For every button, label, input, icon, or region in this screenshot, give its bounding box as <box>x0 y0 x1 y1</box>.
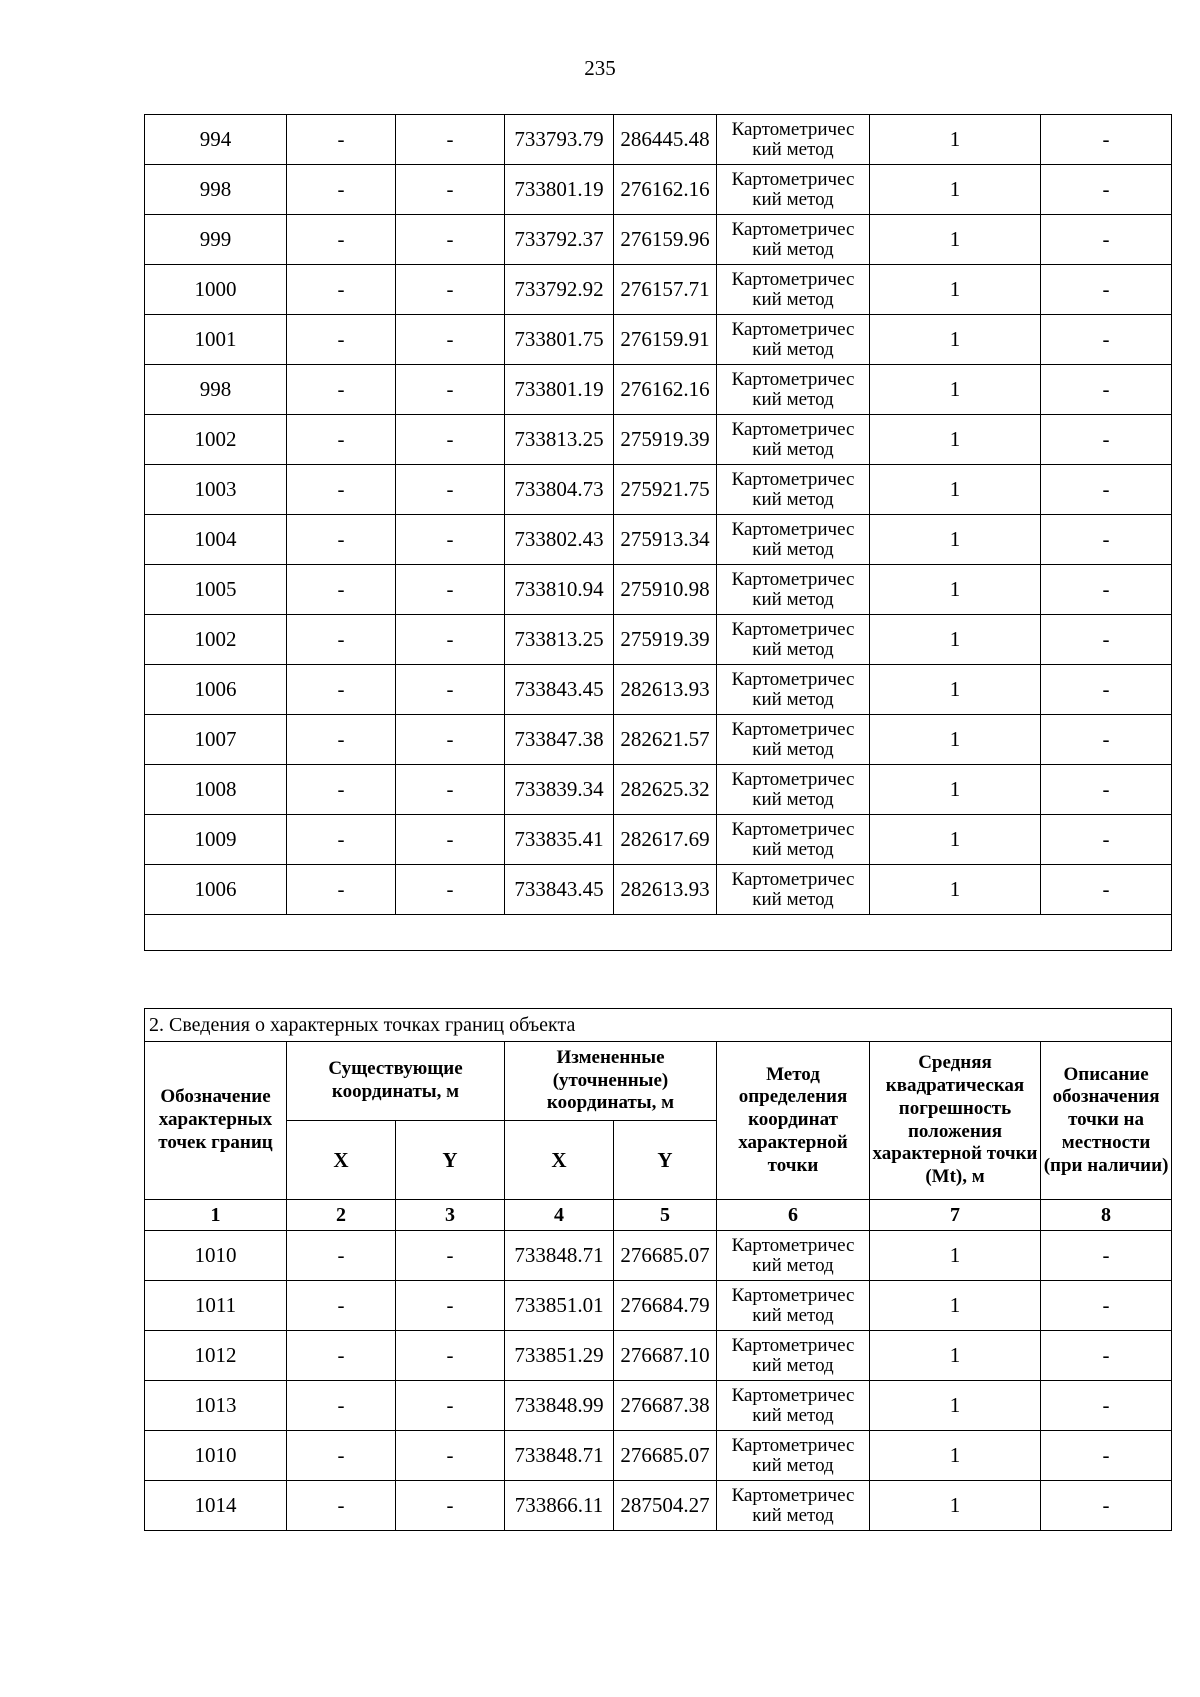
changed-y: 282617.69 <box>614 815 717 865</box>
mean-error: 1 <box>870 215 1041 265</box>
method-line-2: кий метод <box>752 338 834 360</box>
column-number: 8 <box>1041 1200 1172 1231</box>
existing-y: - <box>396 615 505 665</box>
existing-x: - <box>287 115 396 165</box>
changed-y: 282613.93 <box>614 865 717 915</box>
point-number: 1011 <box>145 1281 287 1331</box>
method <box>717 365 870 415</box>
header-changed-x: X <box>505 1121 614 1200</box>
method-line-2: кий метод <box>752 688 834 710</box>
method-line-2: кий метод <box>752 1404 834 1426</box>
method-line-1: Картометричес <box>731 568 855 590</box>
existing-x: - <box>287 815 396 865</box>
point-description: - <box>1041 265 1172 315</box>
method <box>717 115 870 165</box>
column-number: 5 <box>614 1200 717 1231</box>
existing-y: - <box>396 215 505 265</box>
method-line-2: кий метод <box>752 138 834 160</box>
method <box>717 715 870 765</box>
method-line-2: кий метод <box>752 588 834 610</box>
table-row <box>145 1281 1172 1331</box>
changed-x: 733848.71 <box>505 1431 614 1481</box>
table-row <box>145 265 1172 315</box>
existing-y: - <box>396 1431 505 1481</box>
method-line-1: Картометричес <box>731 268 855 290</box>
method-line-1: Картометричес <box>731 1334 855 1356</box>
method-line-1: Картометричес <box>731 118 855 140</box>
mean-error: 1 <box>870 715 1041 765</box>
method-line-1: Картометричес <box>731 168 855 190</box>
page-number: 235 <box>584 56 616 80</box>
table-row <box>145 315 1172 365</box>
method <box>717 415 870 465</box>
mean-error: 1 <box>870 465 1041 515</box>
existing-x: - <box>287 1231 396 1281</box>
method <box>717 465 870 515</box>
boundary-points-table-body <box>145 1231 1172 1531</box>
existing-x: - <box>287 615 396 665</box>
table-row <box>145 815 1172 865</box>
method-line-2: кий метод <box>752 488 834 510</box>
method-line-1: Картометричес <box>731 1284 855 1306</box>
mean-error: 1 <box>870 315 1041 365</box>
mean-error: 1 <box>870 1331 1041 1381</box>
method <box>717 565 870 615</box>
table-row <box>145 865 1172 915</box>
existing-y: - <box>396 665 505 715</box>
point-number: 1008 <box>145 765 287 815</box>
column-number: 1 <box>145 1200 287 1231</box>
existing-y: - <box>396 265 505 315</box>
changed-y: 276159.91 <box>614 315 717 365</box>
empty-cell <box>145 915 1172 951</box>
mean-error: 1 <box>870 665 1041 715</box>
method-line-1: Картометричес <box>731 1434 855 1456</box>
method-line-1: Картометричес <box>731 518 855 540</box>
changed-y: 276685.07 <box>614 1231 717 1281</box>
point-description: - <box>1041 815 1172 865</box>
column-number: 4 <box>505 1200 614 1231</box>
existing-y: - <box>396 165 505 215</box>
changed-y: 276162.16 <box>614 165 717 215</box>
table-row <box>145 415 1172 465</box>
existing-x: - <box>287 1281 396 1331</box>
changed-y: 276684.79 <box>614 1281 717 1331</box>
method-line-2: кий метод <box>752 538 834 560</box>
existing-x: - <box>287 1331 396 1381</box>
method <box>717 865 870 915</box>
mean-error: 1 <box>870 1431 1041 1481</box>
changed-y: 275919.39 <box>614 615 717 665</box>
point-description: - <box>1041 115 1172 165</box>
method-line-1: Картометричес <box>731 1384 855 1406</box>
existing-x: - <box>287 665 396 715</box>
method <box>717 665 870 715</box>
point-number: 1010 <box>145 1231 287 1281</box>
existing-y: - <box>396 1231 505 1281</box>
method <box>717 315 870 365</box>
changed-y: 282625.32 <box>614 765 717 815</box>
table-title: 2. Сведения о характерных точках границ объекта <box>145 1009 1172 1042</box>
changed-y: 276685.07 <box>614 1431 717 1481</box>
changed-y: 276687.38 <box>614 1381 717 1431</box>
existing-x: - <box>287 215 396 265</box>
table-row <box>145 615 1172 665</box>
changed-x: 733866.11 <box>505 1481 614 1531</box>
changed-x: 733804.73 <box>505 465 614 515</box>
method-line-1: Картометричес <box>731 768 855 790</box>
point-number: 1003 <box>145 465 287 515</box>
changed-x: 733802.43 <box>505 515 614 565</box>
mean-error: 1 <box>870 1281 1041 1331</box>
changed-x: 733792.37 <box>505 215 614 265</box>
point-description: - <box>1041 765 1172 815</box>
method-line-2: кий метод <box>752 188 834 210</box>
point-description: - <box>1041 1481 1172 1531</box>
changed-x: 733793.79 <box>505 115 614 165</box>
coordinates-table-continued <box>144 114 1172 951</box>
header-existing-x: X <box>287 1121 396 1200</box>
existing-y: - <box>396 815 505 865</box>
method-line-1: Картометричес <box>731 718 855 740</box>
method-line-2: кий метод <box>752 788 834 810</box>
method <box>717 765 870 815</box>
changed-y: 276687.10 <box>614 1331 717 1381</box>
changed-x: 733851.01 <box>505 1281 614 1331</box>
method-line-1: Картометричес <box>731 368 855 390</box>
mean-error: 1 <box>870 815 1041 865</box>
changed-y: 282613.93 <box>614 665 717 715</box>
method-line-1: Картометричес <box>731 818 855 840</box>
method-line-2: кий метод <box>752 1454 834 1476</box>
method-line-2: кий метод <box>752 1504 834 1526</box>
table-row <box>145 1231 1172 1281</box>
existing-x: - <box>287 1431 396 1481</box>
mean-error: 1 <box>870 365 1041 415</box>
method <box>717 215 870 265</box>
table-row <box>145 665 1172 715</box>
method-line-1: Картометричес <box>731 868 855 890</box>
point-number: 998 <box>145 365 287 415</box>
method <box>717 1481 870 1531</box>
method-line-2: кий метод <box>752 238 834 260</box>
method-line-2: кий метод <box>752 388 834 410</box>
point-number: 1007 <box>145 715 287 765</box>
method <box>717 165 870 215</box>
point-description: - <box>1041 365 1172 415</box>
changed-x: 733792.92 <box>505 265 614 315</box>
point-description: - <box>1041 1231 1172 1281</box>
existing-y: - <box>396 865 505 915</box>
changed-x: 733847.38 <box>505 715 614 765</box>
point-number: 1009 <box>145 815 287 865</box>
point-description: - <box>1041 665 1172 715</box>
table-row <box>145 565 1172 615</box>
method-line-2: кий метод <box>752 888 834 910</box>
point-number: 1006 <box>145 665 287 715</box>
existing-x: - <box>287 415 396 465</box>
method-line-1: Картометричес <box>731 318 855 340</box>
existing-x: - <box>287 515 396 565</box>
existing-y: - <box>396 1281 505 1331</box>
existing-x: - <box>287 1481 396 1531</box>
existing-x: - <box>287 465 396 515</box>
changed-y: 275919.39 <box>614 415 717 465</box>
changed-x: 733810.94 <box>505 565 614 615</box>
table-row <box>145 365 1172 415</box>
point-description: - <box>1041 165 1172 215</box>
table-row <box>145 1331 1172 1381</box>
table-row <box>145 215 1172 265</box>
changed-x: 733801.19 <box>505 365 614 415</box>
point-number: 999 <box>145 215 287 265</box>
point-number: 1002 <box>145 615 287 665</box>
column-number: 2 <box>287 1200 396 1231</box>
changed-x: 733835.41 <box>505 815 614 865</box>
changed-x: 733848.99 <box>505 1381 614 1431</box>
existing-x: - <box>287 715 396 765</box>
mean-error: 1 <box>870 615 1041 665</box>
method <box>717 265 870 315</box>
mean-error: 1 <box>870 1231 1041 1281</box>
column-number: 3 <box>396 1200 505 1231</box>
changed-y: 275921.75 <box>614 465 717 515</box>
changed-x: 733801.75 <box>505 315 614 365</box>
table-row <box>145 1431 1172 1481</box>
mean-error: 1 <box>870 1481 1041 1531</box>
existing-y: - <box>396 465 505 515</box>
method-line-1: Картометричес <box>731 1234 855 1256</box>
mean-error: 1 <box>870 415 1041 465</box>
existing-y: - <box>396 1331 505 1381</box>
point-description: - <box>1041 465 1172 515</box>
existing-x: - <box>287 365 396 415</box>
table-row <box>145 115 1172 165</box>
point-number: 1010 <box>145 1431 287 1481</box>
changed-y: 275910.98 <box>614 565 717 615</box>
method-line-1: Картометричес <box>731 468 855 490</box>
column-numbers-row <box>145 1200 1172 1231</box>
changed-x: 733813.25 <box>505 615 614 665</box>
header-method: Метод определения координат характерной точки <box>717 1042 870 1200</box>
header-changed-coordinates: Измененные (уточненные) координаты, м <box>505 1042 717 1121</box>
existing-y: - <box>396 315 505 365</box>
method-line-2: кий метод <box>752 738 834 760</box>
table-row <box>145 515 1172 565</box>
existing-x: - <box>287 315 396 365</box>
existing-y: - <box>396 715 505 765</box>
changed-y: 287504.27 <box>614 1481 717 1531</box>
coordinates-table-body <box>145 115 1172 951</box>
existing-y: - <box>396 1481 505 1531</box>
existing-y: - <box>396 365 505 415</box>
method <box>717 1231 870 1281</box>
table-row <box>145 765 1172 815</box>
point-description: - <box>1041 215 1172 265</box>
method <box>717 515 870 565</box>
point-description: - <box>1041 515 1172 565</box>
point-number: 1000 <box>145 265 287 315</box>
method-line-2: кий метод <box>752 838 834 860</box>
column-number: 7 <box>870 1200 1041 1231</box>
method-line-2: кий метод <box>752 1354 834 1376</box>
existing-y: - <box>396 765 505 815</box>
point-description: - <box>1041 1431 1172 1481</box>
point-number: 1004 <box>145 515 287 565</box>
point-number: 994 <box>145 115 287 165</box>
changed-x: 733843.45 <box>505 665 614 715</box>
method-line-1: Картометричес <box>731 618 855 640</box>
mean-error: 1 <box>870 515 1041 565</box>
mean-error: 1 <box>870 865 1041 915</box>
existing-y: - <box>396 415 505 465</box>
changed-x: 733813.25 <box>505 415 614 465</box>
mean-error: 1 <box>870 765 1041 815</box>
table-row <box>145 1381 1172 1431</box>
existing-x: - <box>287 865 396 915</box>
point-number: 1002 <box>145 415 287 465</box>
point-description: - <box>1041 715 1172 765</box>
method-line-2: кий метод <box>752 288 834 310</box>
point-description: - <box>1041 615 1172 665</box>
header-point-designation: Обозначение характерных точек границ <box>145 1042 287 1200</box>
changed-x: 733851.29 <box>505 1331 614 1381</box>
header-description: Описание обозначения точки на местности (при наличии) <box>1041 1042 1172 1200</box>
method-line-2: кий метод <box>752 638 834 660</box>
existing-y: - <box>396 515 505 565</box>
existing-x: - <box>287 165 396 215</box>
point-description: - <box>1041 1381 1172 1431</box>
changed-y: 275913.34 <box>614 515 717 565</box>
mean-error: 1 <box>870 265 1041 315</box>
method <box>717 815 870 865</box>
point-number: 1006 <box>145 865 287 915</box>
changed-x: 733848.71 <box>505 1231 614 1281</box>
point-description: - <box>1041 865 1172 915</box>
table-row <box>145 465 1172 515</box>
changed-y: 276159.96 <box>614 215 717 265</box>
point-description: - <box>1041 1281 1172 1331</box>
method <box>717 1281 870 1331</box>
method <box>717 1331 870 1381</box>
mean-error: 1 <box>870 565 1041 615</box>
method <box>717 1431 870 1481</box>
method-line-1: Картометричес <box>731 418 855 440</box>
existing-y: - <box>396 1381 505 1431</box>
method <box>717 615 870 665</box>
table-row <box>145 715 1172 765</box>
point-description: - <box>1041 1331 1172 1381</box>
method-line-2: кий метод <box>752 1304 834 1326</box>
mean-error: 1 <box>870 1381 1041 1431</box>
table-row <box>145 165 1172 215</box>
changed-x: 733839.34 <box>505 765 614 815</box>
method-line-1: Картометричес <box>731 1484 855 1506</box>
existing-x: - <box>287 1381 396 1431</box>
header-mean-error: Средняя квадратическая погрешность положения характерной точки (Mt), м <box>870 1042 1041 1200</box>
existing-x: - <box>287 765 396 815</box>
column-number: 6 <box>717 1200 870 1231</box>
method-line-2: кий метод <box>752 1254 834 1276</box>
existing-y: - <box>396 115 505 165</box>
point-number: 998 <box>145 165 287 215</box>
point-number: 1001 <box>145 315 287 365</box>
header-existing-y: Y <box>396 1121 505 1200</box>
point-number: 1014 <box>145 1481 287 1531</box>
mean-error: 1 <box>870 115 1041 165</box>
mean-error: 1 <box>870 165 1041 215</box>
header-existing-coordinates: Существующие координаты, м <box>287 1042 505 1121</box>
point-number: 1013 <box>145 1381 287 1431</box>
changed-y: 276162.16 <box>614 365 717 415</box>
empty-row <box>145 915 1172 951</box>
method-line-2: кий метод <box>752 438 834 460</box>
changed-y: 282621.57 <box>614 715 717 765</box>
method-line-1: Картометричес <box>731 668 855 690</box>
header-changed-y: Y <box>614 1121 717 1200</box>
point-number: 1012 <box>145 1331 287 1381</box>
boundary-points-table <box>144 1008 1172 1531</box>
changed-x: 733801.19 <box>505 165 614 215</box>
changed-y: 276157.71 <box>614 265 717 315</box>
existing-x: - <box>287 565 396 615</box>
point-description: - <box>1041 315 1172 365</box>
point-number: 1005 <box>145 565 287 615</box>
point-description: - <box>1041 415 1172 465</box>
point-description: - <box>1041 565 1172 615</box>
method-line-1: Картометричес <box>731 218 855 240</box>
existing-y: - <box>396 565 505 615</box>
method <box>717 1381 870 1431</box>
changed-x: 733843.45 <box>505 865 614 915</box>
existing-x: - <box>287 265 396 315</box>
table-row <box>145 1481 1172 1531</box>
changed-y: 286445.48 <box>614 115 717 165</box>
